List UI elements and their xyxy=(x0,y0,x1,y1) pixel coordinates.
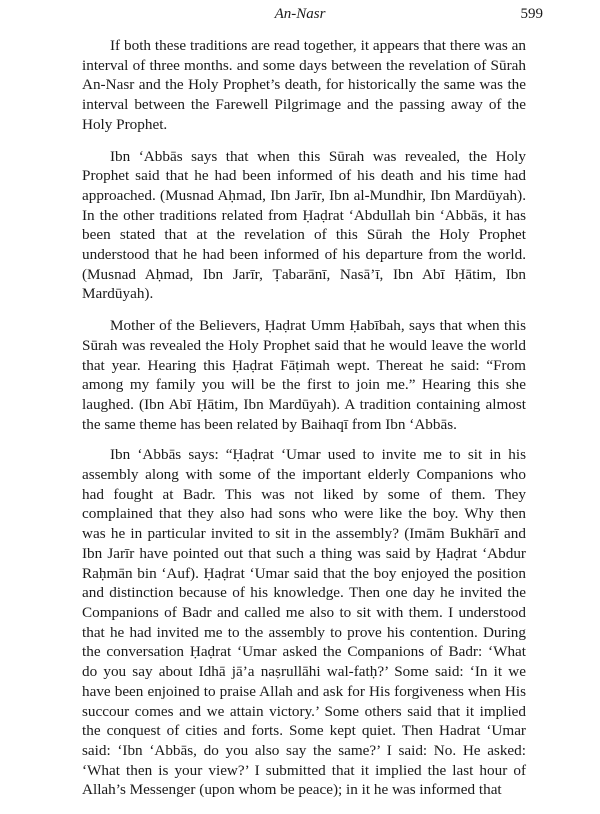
running-title: An-Nasr xyxy=(274,6,326,22)
paragraph-4: Ibn ‘Abbās says: “Ḥaḍrat ‘Umar used to invite me to sit in his assembly along with some of the important elderly Companions who had fought at Badr. This was not liked by some of them. They complained that they also had sons who were like the boy. Why then was he in particular invited to sit in the assembly? (Imām Bukhārī and Ibn Jarīr have pointed out that such a thing was said by Ḥaḍrat ‘Abdur Raḥmān bin ‘Auf). Ḥaḍrat ‘Umar said that the boy enjoyed the position and distinction because of his knowledge. Then one day he invited the Companions of Badr and called me also to sit with them. I understood that he had invited me to the assembly to prove his contention. During the conversation Ḥaḍrat ‘Umar asked the Companions of Badr: ‘What do you say about Idhā jā’a naṣrullāhi wal-fatḥ?’ Some said: ‘In it we have been enjoined to praise Allah and ask for His forgiveness when His succour comes and we attain victory.’ Some others said that it implied the conquest of cities and forts. Some kept quiet. Then Hadrat ‘Umar said: ‘Ibn ‘Abbās, do you also say the same?’ I said: No. He asked: ‘What then is your view?’ I submitted that it implied the last hour of Allah’s Messenger (upon whom be peace); in it he was informed that xyxy=(82,446,526,799)
paragraph-2: Ibn ‘Abbās says that when this Sūrah was revealed, the Holy Prophet said that he had been informed of his death and his time had approached. (Musnad Aḥmad, Ibn Jarīr, Ibn al-Mundhir, Ibn Mardūyah). In the other traditions related from Ḥaḍrat ‘Abdullah bin ‘Abbās, it has been stated that at the revelation of this Sūrah the Holy Prophet understood that he had been informed of his departure from the world. (Musnad Aḥmad, Ibn Jarīr, Ṭabarānī, Nasā’ī, Ibn Abī Ḥātim, Ibn Mardūyah). xyxy=(82,147,526,303)
body-text xyxy=(82,36,526,812)
paragraph-3: Mother of the Believers, Ḥaḍrat Umm Ḥabībah, says that when this Sūrah was revealed the Holy Prophet said that he would leave the world that year. Hearing this Ḥaḍrat Fāṭimah wept. Thereat he said: “From among my family you will be the first to join me.” Hearing this she laughed. (Ibn Abī Ḥātim, Ibn Mardūyah). A tradition containing almost the same theme has been related by Baihaqī from Ibn ‘Abbās. xyxy=(82,317,526,433)
running-header xyxy=(0,6,600,28)
page-number: 599 xyxy=(520,6,543,22)
paragraph-1: If both these traditions are read together, it appears that there was an interval of three months. and some days between the revelation of Sūrah An-Nasr and the Holy Prophet’s death, for historically the same was the interval between the Farewell Pilgrimage and the passing away of the Holy Prophet. xyxy=(82,37,526,133)
